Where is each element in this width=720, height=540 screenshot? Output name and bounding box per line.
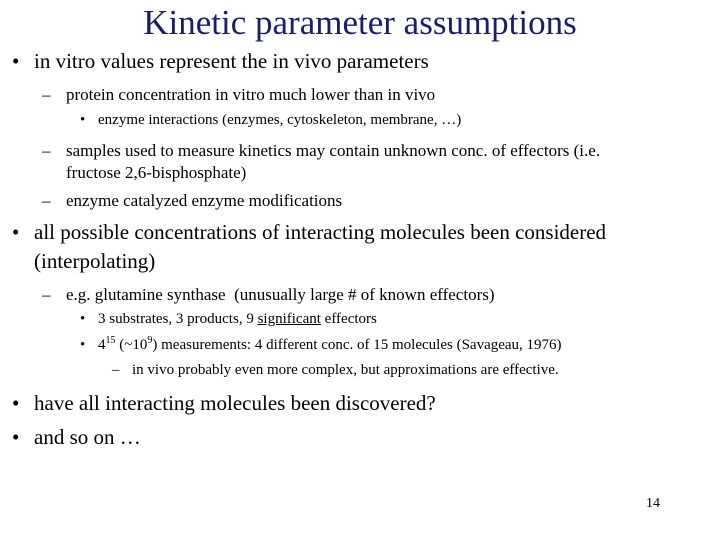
- bullet-marker: •: [12, 391, 20, 415]
- subbullet-samples-line2: fructose 2,6-bisphosphate): [66, 163, 247, 182]
- base-4: 4: [98, 337, 106, 353]
- dash-marker: –: [42, 285, 51, 304]
- exponent-15: 15: [105, 335, 116, 346]
- slide-title: Kinetic parameter assumptions: [143, 3, 577, 42]
- subbullet-samples-line1: samples used to measure kinetics may contain unknown conc. of effectors (i.e.: [66, 141, 601, 160]
- level4-in-vivo-complex: in vivo probably even more complex, but approximations are effective.: [132, 362, 559, 378]
- dash-marker: –: [42, 85, 51, 104]
- approx-ten: (~10: [115, 337, 148, 353]
- bullet-molecules-discovered: have all interacting molecules been discovered?: [34, 391, 436, 415]
- bullet-marker: •: [12, 220, 20, 244]
- subbullet-glutamine-synthase: e.g. glutamine synthase (unusually large # of known effectors): [66, 285, 495, 304]
- bullet-concentrations-line2: (interpolating): [34, 249, 156, 273]
- subsubbullet-substrates: [98, 310, 377, 330]
- dash-marker: –: [112, 362, 120, 378]
- dash-marker: –: [42, 191, 51, 210]
- exponent-9: 9: [147, 335, 153, 346]
- page-number: 14: [646, 496, 660, 511]
- bullet-in-vitro-values: in vitro values represent the in vivo parameters: [34, 49, 429, 73]
- bullet-marker: •: [12, 49, 20, 73]
- bullet-marker: •: [80, 337, 86, 353]
- bullet-and-so-on: and so on …: [34, 425, 141, 449]
- subbullet-protein-concentration: protein concentration in vitro much lower than in vivo: [66, 85, 436, 104]
- bullet-marker: •: [80, 311, 86, 327]
- effectors-text: effectors: [320, 311, 377, 327]
- subbullet-enzyme-modifications: enzyme catalyzed enzyme modifications: [66, 191, 343, 210]
- subsubbullet-measurements: [98, 336, 562, 356]
- measurements-text: ) measurements: 4 different conc. of 15 molecules (Savageau, 1976): [152, 337, 562, 353]
- subsubbullet-enzyme-interactions: enzyme interactions (enzymes, cytoskeleton, membrane, …): [98, 112, 462, 128]
- bullet-marker: •: [80, 112, 86, 128]
- bullet-concentrations-line1: all possible concentrations of interacting molecules been considered: [34, 220, 607, 244]
- substrates-text: 3 substrates, 3 products, 9: [98, 311, 258, 327]
- bullet-marker: •: [12, 425, 20, 449]
- dash-marker: –: [42, 141, 51, 160]
- significant-underlined: significant: [257, 311, 321, 327]
